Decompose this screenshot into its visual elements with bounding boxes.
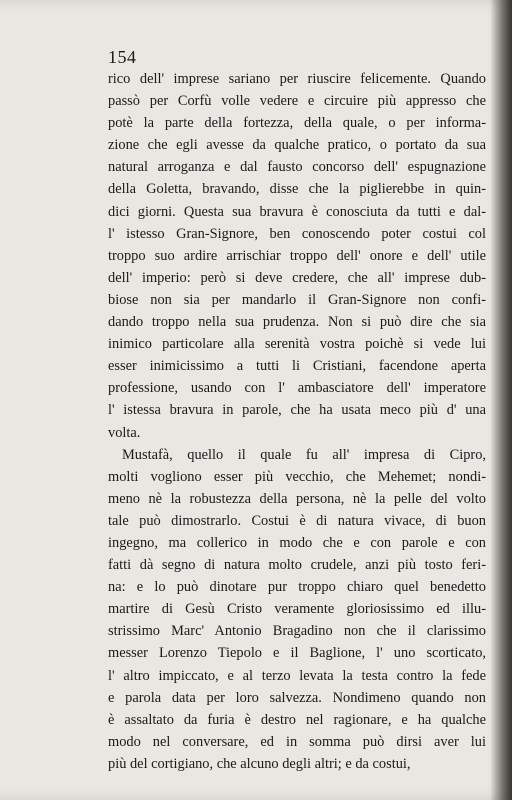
text-line: dando troppo nella sua prudenza. Non si può dire che sia — [108, 314, 486, 331]
text-line: natural arroganza e dal fausto concorso dell' espugnazione — [108, 159, 486, 176]
text-line: martire di Gesù Cristo veramente gloriosissimo ed illu- — [108, 601, 486, 618]
page-number: 154 — [108, 47, 137, 67]
text-line: l' altro impiccato, e al terzo levata la testa contro la fede — [108, 667, 486, 684]
text-line: Mustafà, quello il quale fu all' impresa di Cipro, — [122, 446, 486, 463]
page-edge-shadow — [490, 0, 512, 800]
text-line: meno nè la robustezza della persona, nè la pelle del volto — [108, 490, 486, 507]
text-line: dici giorni. Questa sua bravura è conosciuta da tutti e dal- — [108, 203, 486, 220]
text-line: inimico particolare alla serenità vostra poichè si vede lui — [108, 336, 486, 353]
text-line: strissimo Marc' Antonio Bragadino non che il clarissimo — [108, 623, 486, 640]
text-line: volta. — [108, 424, 141, 441]
text-line: dell' imperio: però si deve credere, che all' imprese dub- — [108, 269, 486, 286]
text-line: potè la parte della fortezza, della quale, o per informa- — [108, 115, 486, 132]
text-line: esser inimicissimo a tutti li Cristiani, facendone aperta — [108, 358, 486, 375]
text-line: tale può dimostrarlo. Costui è di natura vivace, di buon — [108, 512, 486, 529]
text-line: na: e lo può dinotare pur troppo chiaro quel benedetto — [108, 579, 486, 596]
text-line: zione che egli avesse da qualche pratico, o portato da sua — [108, 137, 486, 154]
text-line: passò per Corfù volle vedere e circuire più appresso che — [108, 93, 486, 110]
text-line: della Goletta, bravando, disse che la piglierebbe in quin- — [108, 181, 486, 198]
text-line: e parola data per loro salvezza. Nondimeno quando non — [108, 689, 486, 706]
text-line: messer Lorenzo Tiepolo e il Baglione, l' uno scorticato, — [108, 645, 486, 662]
text-line: l' istesso Gran-Signore, ben conoscendo poter costui col — [108, 225, 486, 242]
text-line: ingegno, ma collerico in modo che e con parole e con — [108, 534, 486, 551]
text-line: biose non sia per mandarlo il Gran-Signore non confi- — [108, 291, 486, 308]
paragraph — [108, 68, 486, 444]
text-line: modo nel conversare, ed in somma può dirsi aver lui — [108, 733, 486, 750]
text-line: professione, usando con l' ambasciatore dell' imperatore — [108, 380, 486, 397]
text-line: l' istessa bravura in parole, che ha usata meco più d' una — [108, 402, 486, 419]
text-line: è assaltato da furia è destro nel ragionare, e ha qualche — [108, 711, 486, 728]
text-line: fatti dà segno di natura molto crudele, anzi più tosto feri- — [108, 557, 486, 574]
body-text — [108, 68, 486, 775]
text-line: troppo suo ardire arrischiar troppo dell' onore e dell' utile — [108, 247, 486, 264]
text-line: rico dell' imprese sariano per riuscire felicemente. Quando — [108, 71, 486, 87]
text-line: più del cortigiano, che alcuno degli altri; e da costui, — [108, 755, 411, 772]
paragraph — [108, 444, 486, 775]
text-line: molti vogliono esser più vecchio, che Mehemet; nondi- — [108, 468, 486, 485]
text-block — [108, 46, 486, 775]
